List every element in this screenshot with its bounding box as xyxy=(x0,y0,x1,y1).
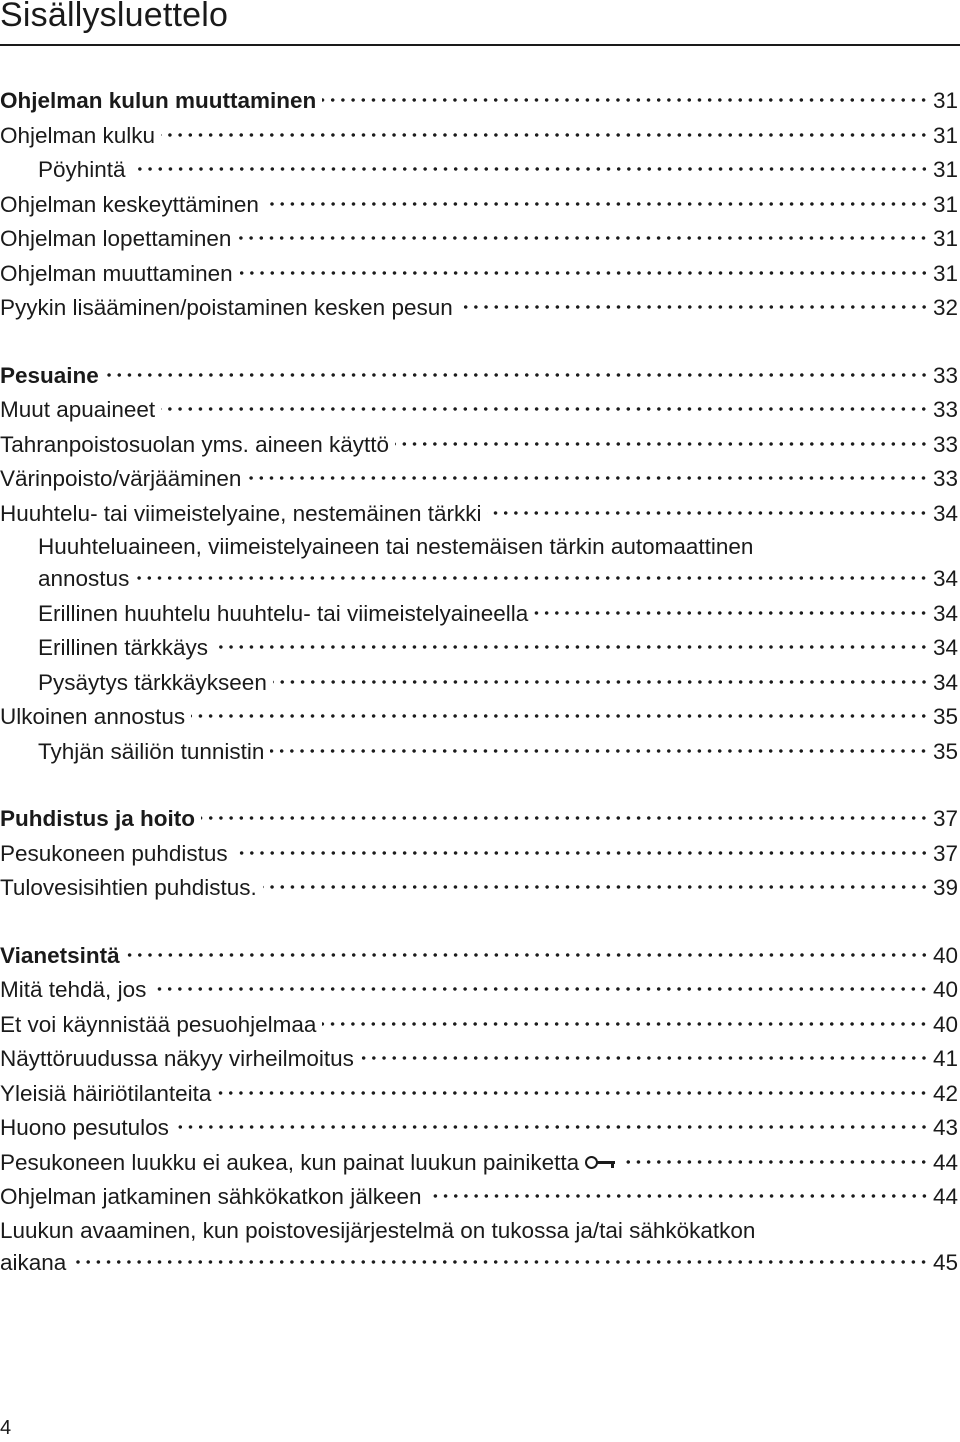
toc-section xyxy=(0,84,958,326)
dot-leader xyxy=(234,851,929,855)
page-number: 4 xyxy=(0,1417,12,1439)
toc-page-number: 35 xyxy=(932,738,958,764)
toc-entry[interactable] xyxy=(0,393,958,428)
toc-entry-title: Näyttöruudussa näkyy virheilmoitus xyxy=(0,1046,354,1071)
toc-entry-title: Pesukoneen puhdistus xyxy=(0,840,228,866)
toc-page-number: 31 xyxy=(932,88,958,113)
toc-heading[interactable] xyxy=(0,939,958,974)
dot-leader xyxy=(273,680,929,684)
dot-leader xyxy=(132,167,929,171)
toc-page-number: 34 xyxy=(932,500,958,526)
dot-leader xyxy=(161,133,929,137)
toc-entry-title: Ohjelman lopettaminen xyxy=(0,226,232,251)
dot-leader xyxy=(534,611,929,615)
toc-entry-title: Mitä tehdä, jos xyxy=(0,977,147,1002)
toc-page-number: 44 xyxy=(932,1149,958,1175)
toc-entry-title: Tahranpoistosuolan yms. aineen käyttö xyxy=(0,431,389,457)
toc-entry-title: Ohjelman jatkaminen sähkökatkon jälkeen xyxy=(0,1184,422,1209)
toc-entry-title: Vianetsintä xyxy=(0,942,120,968)
toc-page-number: 31 xyxy=(932,226,958,251)
toc-entry-continuation xyxy=(0,1246,958,1281)
dot-leader xyxy=(487,511,928,515)
toc-page-number: 32 xyxy=(932,295,958,320)
toc-heading[interactable] xyxy=(0,84,958,119)
page-title: Sisällysluettelo xyxy=(0,0,229,34)
toc-entry[interactable] xyxy=(0,1042,958,1077)
toc-entry-title: Pysäytys tärkkäykseen xyxy=(38,669,267,695)
dot-leader xyxy=(239,271,929,275)
dot-leader xyxy=(263,885,929,889)
dot-leader xyxy=(214,645,929,649)
dot-leader xyxy=(270,749,929,753)
toc-entry[interactable] xyxy=(0,497,958,532)
dot-leader xyxy=(265,202,929,206)
title-divider xyxy=(0,44,960,46)
toc-entry[interactable] xyxy=(0,462,958,497)
dot-leader xyxy=(360,1056,929,1060)
toc-page-number: 34 xyxy=(932,669,958,695)
toc-entry[interactable] xyxy=(0,1215,958,1281)
toc-entry-title: Ohjelman kulku xyxy=(0,122,156,148)
dot-leader xyxy=(247,476,929,480)
toc-page-number: 31 xyxy=(932,122,958,148)
toc-entry[interactable] xyxy=(0,631,958,666)
toc-page-number: 40 xyxy=(932,977,958,1002)
toc-page-number: 33 xyxy=(932,397,958,422)
dot-leader xyxy=(322,1022,929,1026)
toc-entry-title: Tulovesisihtien puhdistus. xyxy=(0,875,257,900)
toc-entry[interactable] xyxy=(0,1180,958,1215)
toc-entry-title: Huuhteluaineen, viimeistelyaineen tai nestemäisen tärkin automaattinen xyxy=(38,534,754,559)
toc-page-number: 40 xyxy=(932,1011,958,1037)
toc-entry[interactable] xyxy=(0,1077,958,1112)
toc-entry[interactable] xyxy=(0,700,958,735)
dot-leader xyxy=(428,1194,929,1198)
toc-entry[interactable] xyxy=(0,735,958,770)
toc-page-number: 34 xyxy=(932,566,958,591)
toc-page-number: 33 xyxy=(932,431,958,457)
toc-page-number: 31 xyxy=(932,157,958,182)
toc-page-number: 44 xyxy=(932,1184,958,1209)
toc-page-number: 31 xyxy=(932,260,958,286)
toc-page-number: 34 xyxy=(932,635,958,660)
toc-entry[interactable] xyxy=(0,973,958,1008)
toc-entry-title: Pyykin lisääminen/poistaminen kesken pesun xyxy=(0,295,453,320)
dot-leader xyxy=(621,1160,929,1164)
dot-leader xyxy=(175,1125,929,1129)
toc-entry[interactable] xyxy=(0,257,958,292)
dot-leader xyxy=(161,407,929,411)
toc-entry[interactable] xyxy=(0,291,958,326)
toc-entry-title: Huuhtelu- tai viimeistelyaine, nestemäinen tärkki xyxy=(0,500,482,526)
toc-entry-title: Ohjelman muuttaminen xyxy=(0,260,233,286)
toc-entry-title: Erillinen huuhtelu huuhtelu- tai viimeistelyaineella xyxy=(38,600,529,626)
toc-entry-title: Puhdistus ja hoito xyxy=(0,806,195,831)
dot-leader xyxy=(459,305,929,309)
dot-leader xyxy=(105,373,929,377)
toc-entry-title: aikana xyxy=(0,1249,67,1275)
toc-heading[interactable] xyxy=(0,802,958,837)
toc-page-number: 33 xyxy=(932,362,958,388)
key-icon xyxy=(585,1156,615,1168)
toc-entry[interactable] xyxy=(0,1111,958,1146)
dot-leader xyxy=(191,714,929,718)
toc-heading[interactable] xyxy=(0,359,958,394)
toc-entry-title: Pesuaine xyxy=(0,362,99,388)
toc-section xyxy=(0,359,958,770)
toc-entry[interactable] xyxy=(0,871,958,906)
dot-leader xyxy=(217,1091,929,1095)
dot-leader xyxy=(395,442,929,446)
toc-page-number: 40 xyxy=(932,942,958,968)
toc-entry[interactable] xyxy=(0,188,958,223)
toc-entry[interactable] xyxy=(0,531,958,597)
dot-leader xyxy=(201,816,929,820)
toc-entry-title: Ulkoinen annostus xyxy=(0,704,186,729)
toc-entry-title: Et voi käynnistää pesuohjelmaa xyxy=(0,1011,317,1037)
toc-entry[interactable] xyxy=(0,597,958,632)
toc-page-number: 45 xyxy=(932,1249,958,1275)
toc-page-number: 42 xyxy=(932,1080,958,1106)
toc-entry-title: Yleisiä häiriötilanteita xyxy=(0,1080,212,1106)
toc-entry-title: Luukun avaaminen, kun poistovesijärjestelmä on tukossa ja/tai sähkökatkon xyxy=(0,1217,756,1243)
toc-entry[interactable] xyxy=(0,119,958,154)
toc-entry-title: Tyhjän säiliön tunnistin xyxy=(38,738,265,764)
toc-entry-title: Ohjelman kulun muuttaminen xyxy=(0,88,317,113)
toc-section xyxy=(0,802,958,906)
dot-leader xyxy=(135,576,929,580)
toc-page-number: 35 xyxy=(932,704,958,729)
toc-entry[interactable] xyxy=(0,428,958,463)
toc-page-number: 31 xyxy=(932,191,958,217)
toc-entry[interactable] xyxy=(0,222,958,257)
toc-section xyxy=(0,939,958,1281)
dot-leader xyxy=(152,987,929,991)
table-of-contents xyxy=(0,84,958,1280)
toc-entry-title: Huono pesutulos xyxy=(0,1115,169,1140)
dot-leader xyxy=(237,236,929,240)
dot-leader xyxy=(322,98,929,102)
toc-page-number: 37 xyxy=(932,840,958,866)
toc-entry[interactable] xyxy=(0,153,958,188)
toc-entry[interactable] xyxy=(0,837,958,872)
toc-entry[interactable] xyxy=(0,666,958,701)
dot-leader xyxy=(72,1260,929,1264)
toc-entry-title: Pöyhintä xyxy=(38,157,126,182)
toc-page-number: 41 xyxy=(932,1046,958,1071)
dot-leader xyxy=(126,953,929,957)
toc-page-number: 43 xyxy=(932,1115,958,1140)
toc-entry-title: annostus xyxy=(38,566,130,591)
toc-page-number: 39 xyxy=(932,875,958,900)
toc-entry[interactable] xyxy=(0,1008,958,1043)
toc-entry-title: Muut apuaineet xyxy=(0,397,156,422)
toc-entry-continuation xyxy=(0,562,958,597)
toc-page-number: 34 xyxy=(932,600,958,626)
toc-entry-title: Pesukoneen luukku ei aukea, kun painat luukun painiketta xyxy=(0,1149,580,1175)
toc-entry[interactable] xyxy=(0,1146,958,1181)
toc-page-number: 37 xyxy=(932,806,958,831)
toc-entry-title: Ohjelman keskeyttäminen xyxy=(0,191,259,217)
toc-entry-title: Erillinen tärkkäys xyxy=(38,635,209,660)
toc-page-number: 33 xyxy=(932,466,958,491)
toc-entry-title: Värinpoisto/värjääminen xyxy=(0,466,242,491)
